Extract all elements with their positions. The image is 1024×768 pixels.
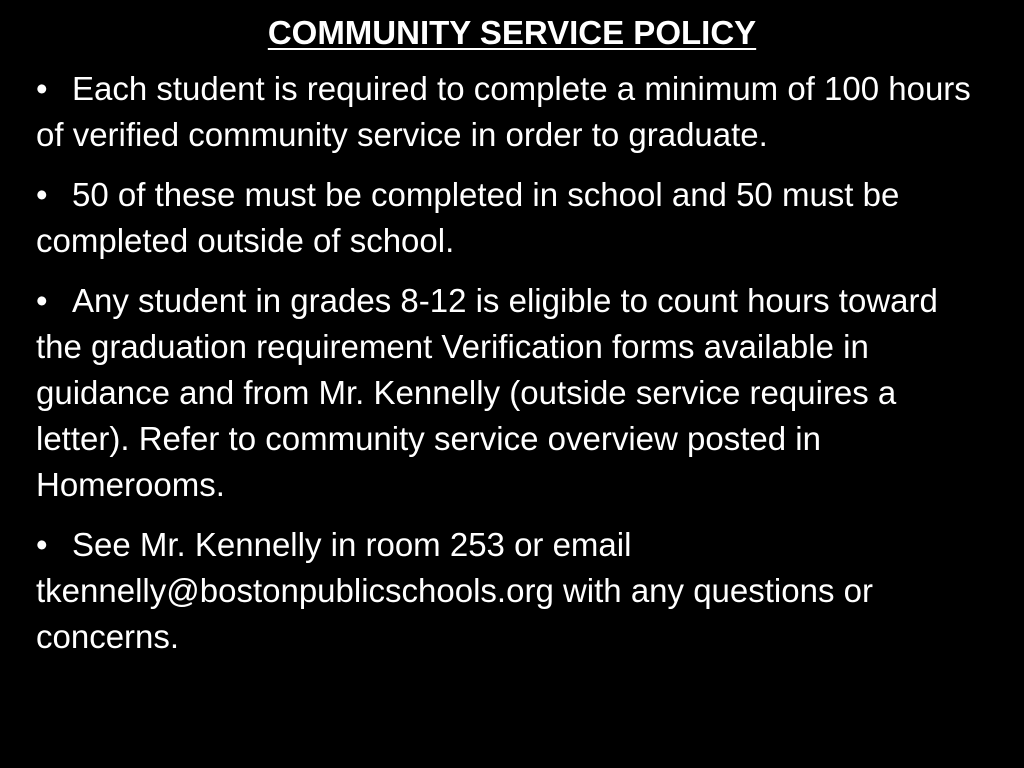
bullet-text: 50 of these must be completed in school and 50 must be completed outside of school. — [36, 176, 900, 259]
bullet-item-3 — [36, 278, 988, 508]
bullet-icon: • — [36, 176, 48, 213]
bullet-list — [36, 66, 988, 660]
bullet-icon: • — [36, 282, 48, 319]
bullet-item-4 — [36, 522, 988, 660]
bullet-item-2 — [36, 172, 988, 264]
page-title: COMMUNITY SERVICE POLICY — [267, 14, 757, 51]
bullet-icon: • — [36, 526, 48, 563]
bullet-item-1 — [36, 66, 988, 158]
bullet-text: See Mr. Kennelly in room 253 or email tkennelly@bostonpublicschools.org with any questions or concerns. — [36, 526, 873, 655]
bullet-text: Each student is required to complete a minimum of 100 hours of verified community service in order to graduate. — [36, 70, 971, 153]
bullet-icon: • — [36, 70, 48, 107]
bullet-text: Any student in grades 8-12 is eligible to count hours toward the graduation requirement Verification forms available in guidance and from Mr. Kennelly (outside service requires a letter). Refer to community service overview posted in Homerooms. — [36, 282, 938, 503]
